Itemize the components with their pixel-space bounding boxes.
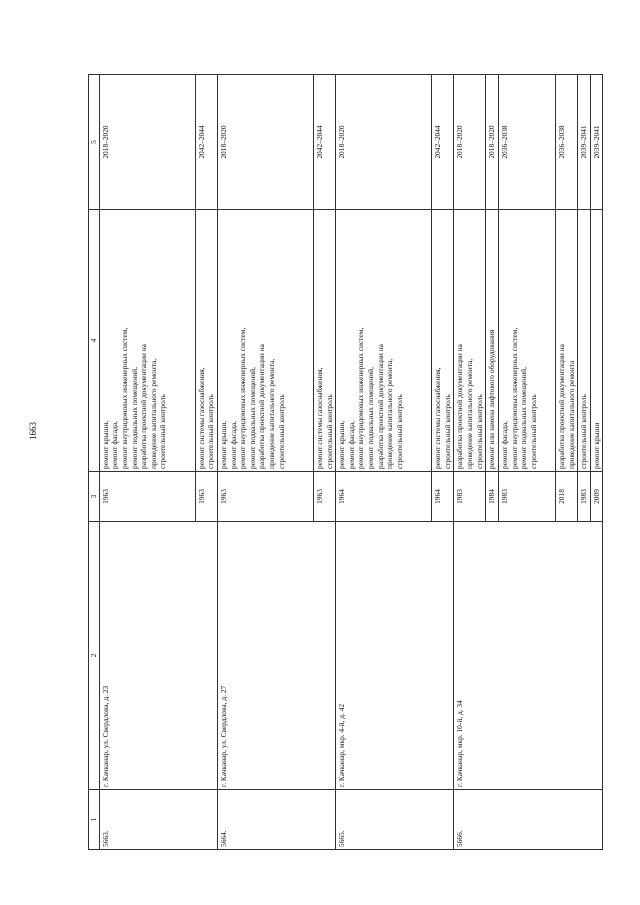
period-cell: 2018–2020 bbox=[99, 75, 195, 210]
work-item: ремонт системы газоснабжения, bbox=[433, 367, 443, 469]
work-item: ремонт фасада, bbox=[346, 421, 356, 469]
period-cell: 2042–2044 bbox=[313, 75, 335, 210]
work-item: строительный контроль bbox=[324, 394, 334, 469]
column-header: 3 bbox=[89, 472, 100, 522]
work-item: строительный контроль bbox=[276, 394, 286, 469]
work-item: ремонт или замена лифтового оборудования bbox=[487, 329, 497, 469]
work-item: проведение капитального ремонта, bbox=[465, 358, 474, 469]
work-item: ремонт фасада, bbox=[228, 421, 238, 469]
year-cell: 1963 bbox=[99, 472, 195, 522]
work-item: строительный контроль bbox=[158, 394, 168, 469]
work-item: ремонт фасада, bbox=[110, 421, 120, 469]
work-item: разработка проектной документации на bbox=[257, 344, 267, 469]
year-cell: 1963 bbox=[217, 472, 313, 522]
period-cell: 2039–2041 bbox=[590, 75, 603, 210]
work-item: ремонт внутридомовых инженерных систем, bbox=[119, 327, 129, 469]
table-row bbox=[454, 75, 486, 850]
period-cell: 2018–2020 bbox=[217, 75, 313, 210]
period-cell: 2018–2020 bbox=[486, 75, 499, 210]
works-cell bbox=[313, 210, 335, 472]
works-cell bbox=[486, 210, 499, 472]
work-item: ремонт системы газоснабжения, bbox=[196, 367, 206, 469]
year-cell: 1984 bbox=[486, 472, 499, 522]
column-header: 2 bbox=[89, 522, 100, 790]
works-cell bbox=[454, 210, 486, 472]
work-item: проведение капитального ремонта, bbox=[385, 358, 395, 469]
year-cell: 1964 bbox=[336, 472, 432, 522]
year-cell: 1964 bbox=[432, 472, 454, 522]
address: г. Качканар, мкр. 4-й, д. 42 bbox=[336, 522, 454, 790]
work-item: разработка проектной документации на bbox=[375, 344, 385, 469]
column-header: 5 bbox=[89, 75, 100, 210]
work-item: строительный контроль bbox=[579, 394, 589, 469]
work-item: строительный контроль bbox=[528, 394, 538, 469]
work-item: ремонт крыши, bbox=[218, 420, 228, 469]
period-cell: 2039–2041 bbox=[578, 75, 591, 210]
work-item: ремонт фасада, bbox=[499, 421, 509, 469]
work-item: ремонт внутридомовых инженерных систем, bbox=[356, 327, 366, 469]
year-cell: 2018 bbox=[555, 472, 577, 522]
year-cell: 1983 bbox=[454, 472, 486, 522]
work-item: ремонт крыши, bbox=[100, 420, 110, 469]
year-cell: 1963 bbox=[313, 472, 335, 522]
work-item: разработка проектной документации на bbox=[139, 344, 149, 469]
work-item: строительный контроль bbox=[206, 394, 216, 469]
year-cell: 1983 bbox=[498, 472, 555, 522]
period-cell: 2042–2044 bbox=[195, 75, 217, 210]
period-cell: 2018–2020 bbox=[454, 75, 486, 210]
work-item: ремонт внутридомовых инженерных систем, bbox=[238, 327, 248, 469]
work-item: строительный контроль bbox=[394, 394, 404, 469]
work-item: разработка проектной документации на bbox=[556, 344, 566, 469]
work-item: проведение капитального ремонта, bbox=[148, 358, 158, 469]
period-cell: 2018–2020 bbox=[336, 75, 432, 210]
works-cell bbox=[590, 210, 603, 472]
work-item: разработка проектной документации на bbox=[455, 344, 465, 469]
work-item: ремонт подвальных помещений, bbox=[519, 367, 529, 469]
address: г. Качканар, ул. Свердлова, д. 23 bbox=[99, 522, 217, 790]
work-item: ремонт подвальных помещений, bbox=[129, 367, 139, 469]
table-header-row bbox=[89, 75, 100, 850]
works-cell bbox=[336, 210, 432, 472]
table-row bbox=[217, 75, 313, 850]
row-number: 5663. bbox=[99, 790, 217, 850]
period-cell: 2036–2038 bbox=[555, 75, 577, 210]
work-item: ремонт внутридомовых инженерных систем, bbox=[509, 327, 519, 469]
column-header: 4 bbox=[89, 210, 100, 472]
works-cell bbox=[99, 210, 195, 472]
work-item: строительный контроль bbox=[474, 394, 484, 469]
work-item: строительный контроль bbox=[442, 394, 452, 469]
work-item: ремонт системы газоснабжения, bbox=[314, 367, 324, 469]
column-header: 1 bbox=[89, 790, 100, 850]
rotated-page-content bbox=[88, 75, 601, 850]
table-row bbox=[99, 75, 195, 850]
work-item: ремонт подвальных помещений, bbox=[366, 367, 375, 469]
work-item: проведение капитального ремонта bbox=[566, 360, 576, 469]
works-cell bbox=[432, 210, 454, 472]
year-cell: 1983 bbox=[578, 472, 591, 522]
period-cell: 2042–2044 bbox=[432, 75, 454, 210]
row-number: 5666. bbox=[454, 790, 603, 850]
table-row bbox=[336, 75, 432, 850]
works-cell bbox=[195, 210, 217, 472]
period-cell: 2036–2038 bbox=[498, 75, 555, 210]
capital-repair-table bbox=[88, 74, 603, 850]
work-item: ремонт крыши bbox=[591, 422, 601, 469]
works-cell bbox=[555, 210, 577, 472]
year-cell: 1963 bbox=[195, 472, 217, 522]
works-cell bbox=[578, 210, 591, 472]
works-cell bbox=[498, 210, 555, 472]
work-item: проведение капитального ремонта, bbox=[267, 358, 276, 469]
address: г. Качканар, мкр. 10-й, д. 34 bbox=[454, 522, 603, 790]
work-item: ремонт подвальных помещений, bbox=[247, 367, 257, 469]
address: г. Качканар, ул. Свердлова, д. 27 bbox=[217, 522, 335, 790]
row-number: 5665. bbox=[336, 790, 454, 850]
table-body bbox=[99, 75, 603, 850]
year-cell: 2009 bbox=[590, 472, 603, 522]
row-number: 5664. bbox=[217, 790, 335, 850]
page-number: 1663 bbox=[28, 422, 38, 440]
works-cell bbox=[217, 210, 313, 472]
work-item: ремонт крыши, bbox=[337, 420, 347, 469]
